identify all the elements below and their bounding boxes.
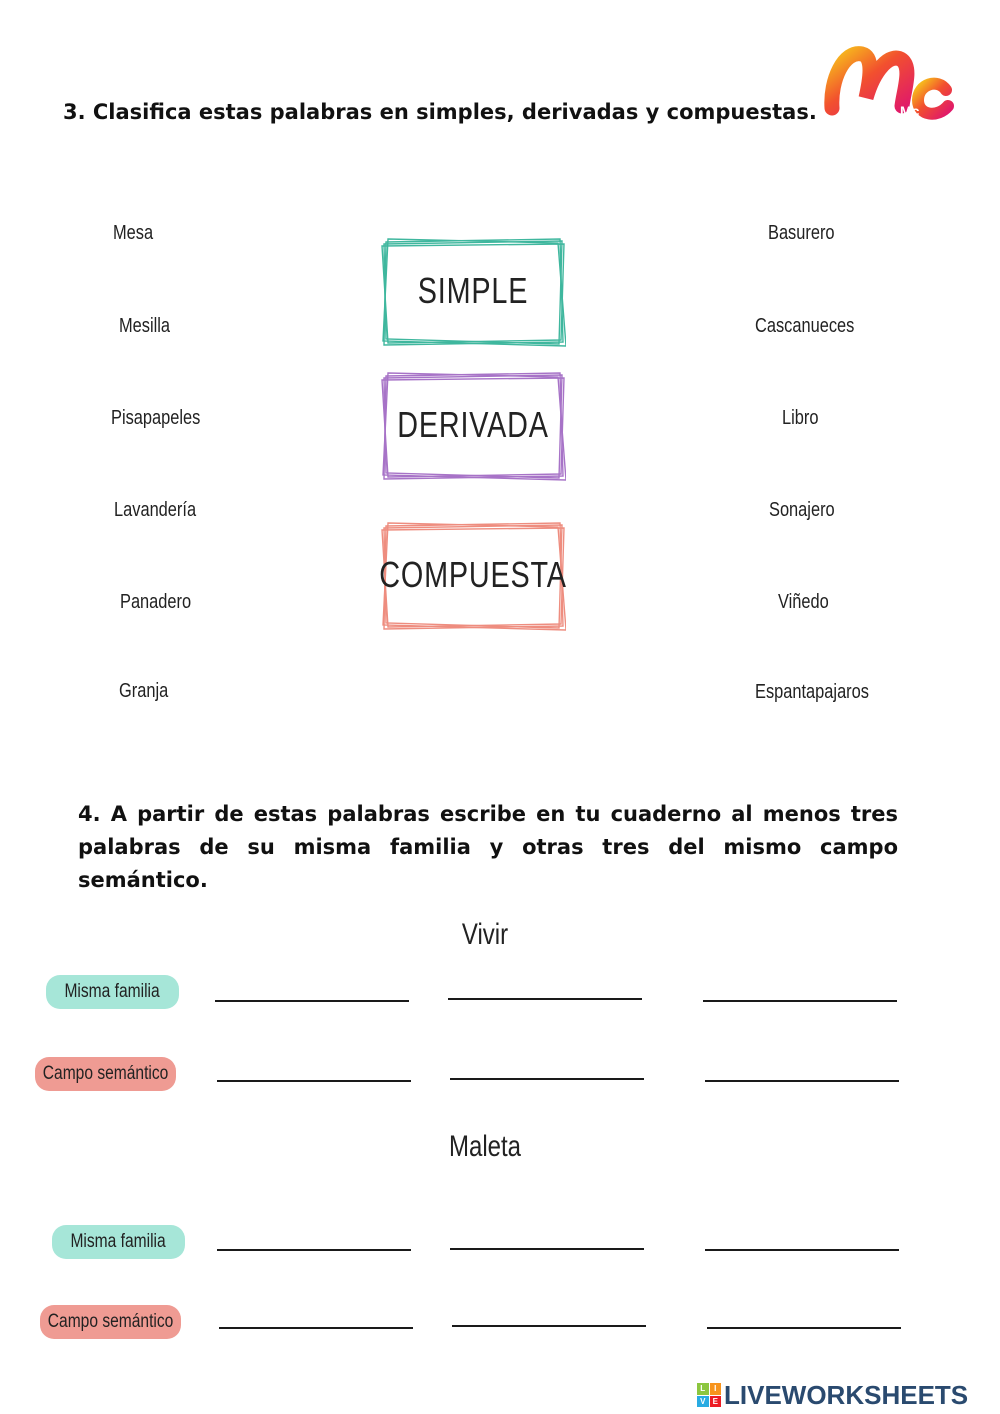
answer-line[interactable]	[217, 1080, 411, 1082]
category-label: DERIVADA	[397, 404, 549, 445]
answer-line[interactable]	[705, 1080, 899, 1082]
answer-line[interactable]	[707, 1327, 901, 1329]
word-item[interactable]: Pisapapeles	[111, 407, 201, 429]
answer-line[interactable]	[217, 1249, 411, 1251]
word-item[interactable]: Espantapajaros	[755, 681, 869, 703]
footer-brand-text: LIVEWORKSHEETS	[724, 1379, 969, 1410]
category-label: COMPUESTA	[379, 554, 567, 595]
answer-line[interactable]	[703, 1000, 897, 1002]
word-item[interactable]: Lavandería	[114, 499, 197, 521]
category-box-derivada[interactable]	[380, 370, 566, 480]
word-item[interactable]: Viñedo	[778, 591, 829, 613]
group-word: Maleta	[448, 1130, 522, 1163]
answer-line[interactable]	[219, 1327, 413, 1329]
word-item[interactable]: Panadero	[120, 591, 192, 613]
answer-line[interactable]	[450, 1248, 644, 1250]
word-item[interactable]: Basurero	[768, 222, 835, 244]
answer-line[interactable]	[448, 998, 642, 1000]
misma-familia-label: Misma familia	[46, 975, 179, 1009]
footer-brand[interactable]	[697, 1380, 968, 1410]
liveworksheets-icon: L I V E	[697, 1383, 721, 1407]
campo-semantico-label: Campo semántico	[35, 1057, 176, 1091]
answer-line[interactable]	[452, 1325, 646, 1327]
answer-line[interactable]	[705, 1249, 899, 1251]
answer-line[interactable]	[215, 1000, 409, 1002]
exercise4-heading: 4. A partir de estas palabras escribe en tu cuaderno al menos tres palabras de su misma familia y otras tres del mismo campo semántico.	[78, 802, 898, 892]
logo-text: Mc	[900, 103, 920, 119]
word-item[interactable]: Libro	[782, 407, 819, 429]
brand-logo	[822, 40, 957, 130]
answer-line[interactable]	[450, 1078, 644, 1080]
group-word: Vivir	[461, 918, 509, 951]
word-item[interactable]: Granja	[119, 680, 169, 702]
word-item[interactable]: Sonajero	[769, 499, 835, 521]
campo-semantico-label: Campo semántico	[40, 1305, 181, 1339]
category-box-compuesta[interactable]	[380, 520, 566, 630]
misma-familia-label: Misma familia	[52, 1225, 185, 1259]
category-label: SIMPLE	[417, 270, 529, 311]
exercise3-heading: 3. Clasifica estas palabras en simples, derivadas y compuestas.	[63, 100, 817, 124]
word-item[interactable]: Mesilla	[119, 315, 171, 337]
word-item[interactable]: Cascanueces	[755, 315, 855, 337]
word-item[interactable]: Mesa	[113, 222, 154, 244]
category-box-simple[interactable]	[380, 236, 566, 346]
